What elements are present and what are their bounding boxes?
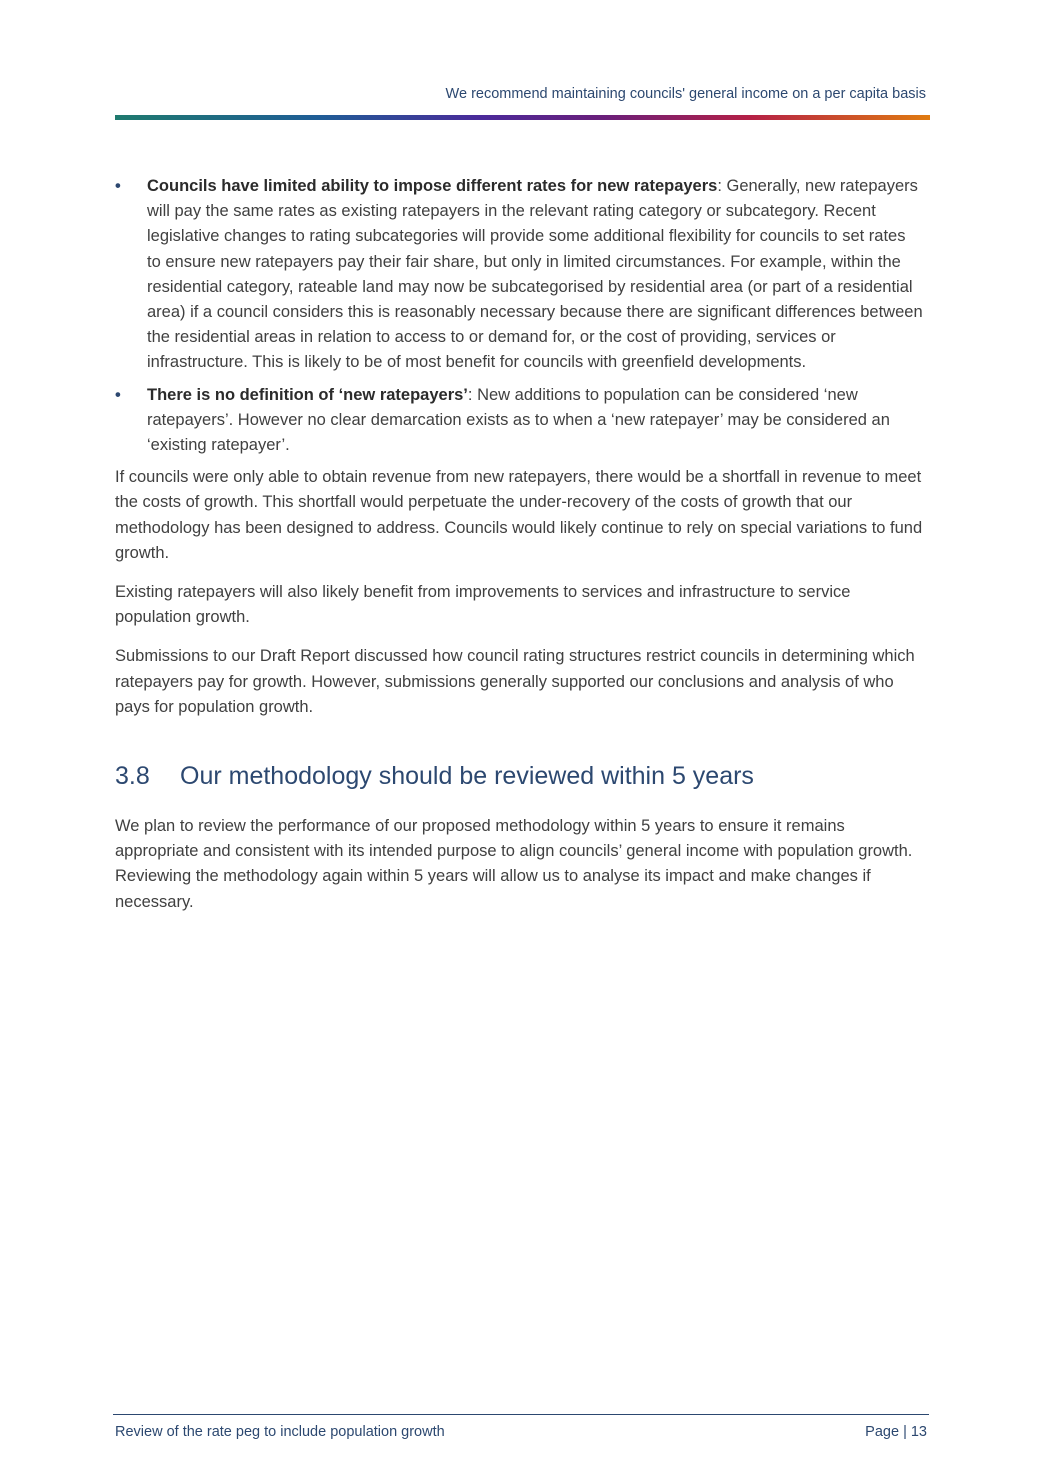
running-header: We recommend maintaining councils' general income on a per capita basis [445, 86, 926, 102]
section-body-paragraph: We plan to review the performance of our proposed methodology within 5 years to ensure it remains appropriate and consistent with its intended purpose to align councils’ general income with population growth. Reviewing the methodology again within 5 years will allow us to analyse its impact and make changes if necessary. [115, 817, 913, 911]
bullet-bold-lead: There is no definition of ‘new ratepayers’ [147, 385, 468, 404]
footer-page-number: Page | 13 [865, 1424, 927, 1440]
bullet-item [115, 383, 923, 459]
header-gradient-rule [115, 115, 930, 120]
section-heading [115, 761, 923, 791]
bullet-dot-icon: • [115, 177, 121, 195]
bullet-list [115, 174, 923, 458]
body-paragraph: Existing ratepayers will also likely benefit from improvements to services and infrastructure to service population growth. [115, 583, 851, 627]
bullet-text: : New additions to population can be considered ‘new ratepayers’. However no clear demarcation exists as to when a ‘new ratepayer’ may be considered an ‘existing ratepayer’. [147, 385, 890, 455]
footer-rule [113, 1414, 929, 1415]
footer-document-title: Review of the rate peg to include population growth [115, 1424, 445, 1440]
body-paragraph: Submissions to our Draft Report discussed how council rating structures restrict councils in determining which ratepayers pay for growth. However, submissions generally supported our conclusions and analysis of who pays for population growth. [115, 647, 915, 716]
section-number: 3.8 [115, 762, 150, 791]
bullet-text: : Generally, new ratepayers will pay the same rates as existing ratepayers in the relevant rating category or subcategory. Recent legislative changes to rating subcategories will provide some additional flexibility for councils to set rates to ensure new ratepayers pay their fair share, but only in limited circumstances. For example, within the residential category, rateable land may now be subcategorised by residential area (or part of a residential area) if a council considers this is reasonably necessary because there are significant differences between the residential areas in relation to access to or demand for, or the cost of providing, services or infrastructure. This is likely to be of most benefit for councils with greenfield developments. [147, 177, 923, 372]
body-paragraph: If councils were only able to obtain revenue from new ratepayers, there would be a shortfall in revenue to meet the costs of growth. This shortfall would perpetuate the under-recovery of the costs of growth that our methodology has been designed to address. Councils would likely continue to rely on special variations to fund growth. [115, 468, 923, 562]
bullet-dot-icon: • [115, 385, 121, 404]
bullet-item [115, 174, 923, 376]
bullet-bold-lead: Councils have limited ability to impose different rates for new ratepayers [147, 177, 718, 195]
section-title: Our methodology should be reviewed within 5 years [180, 762, 754, 791]
page-content [115, 174, 923, 929]
